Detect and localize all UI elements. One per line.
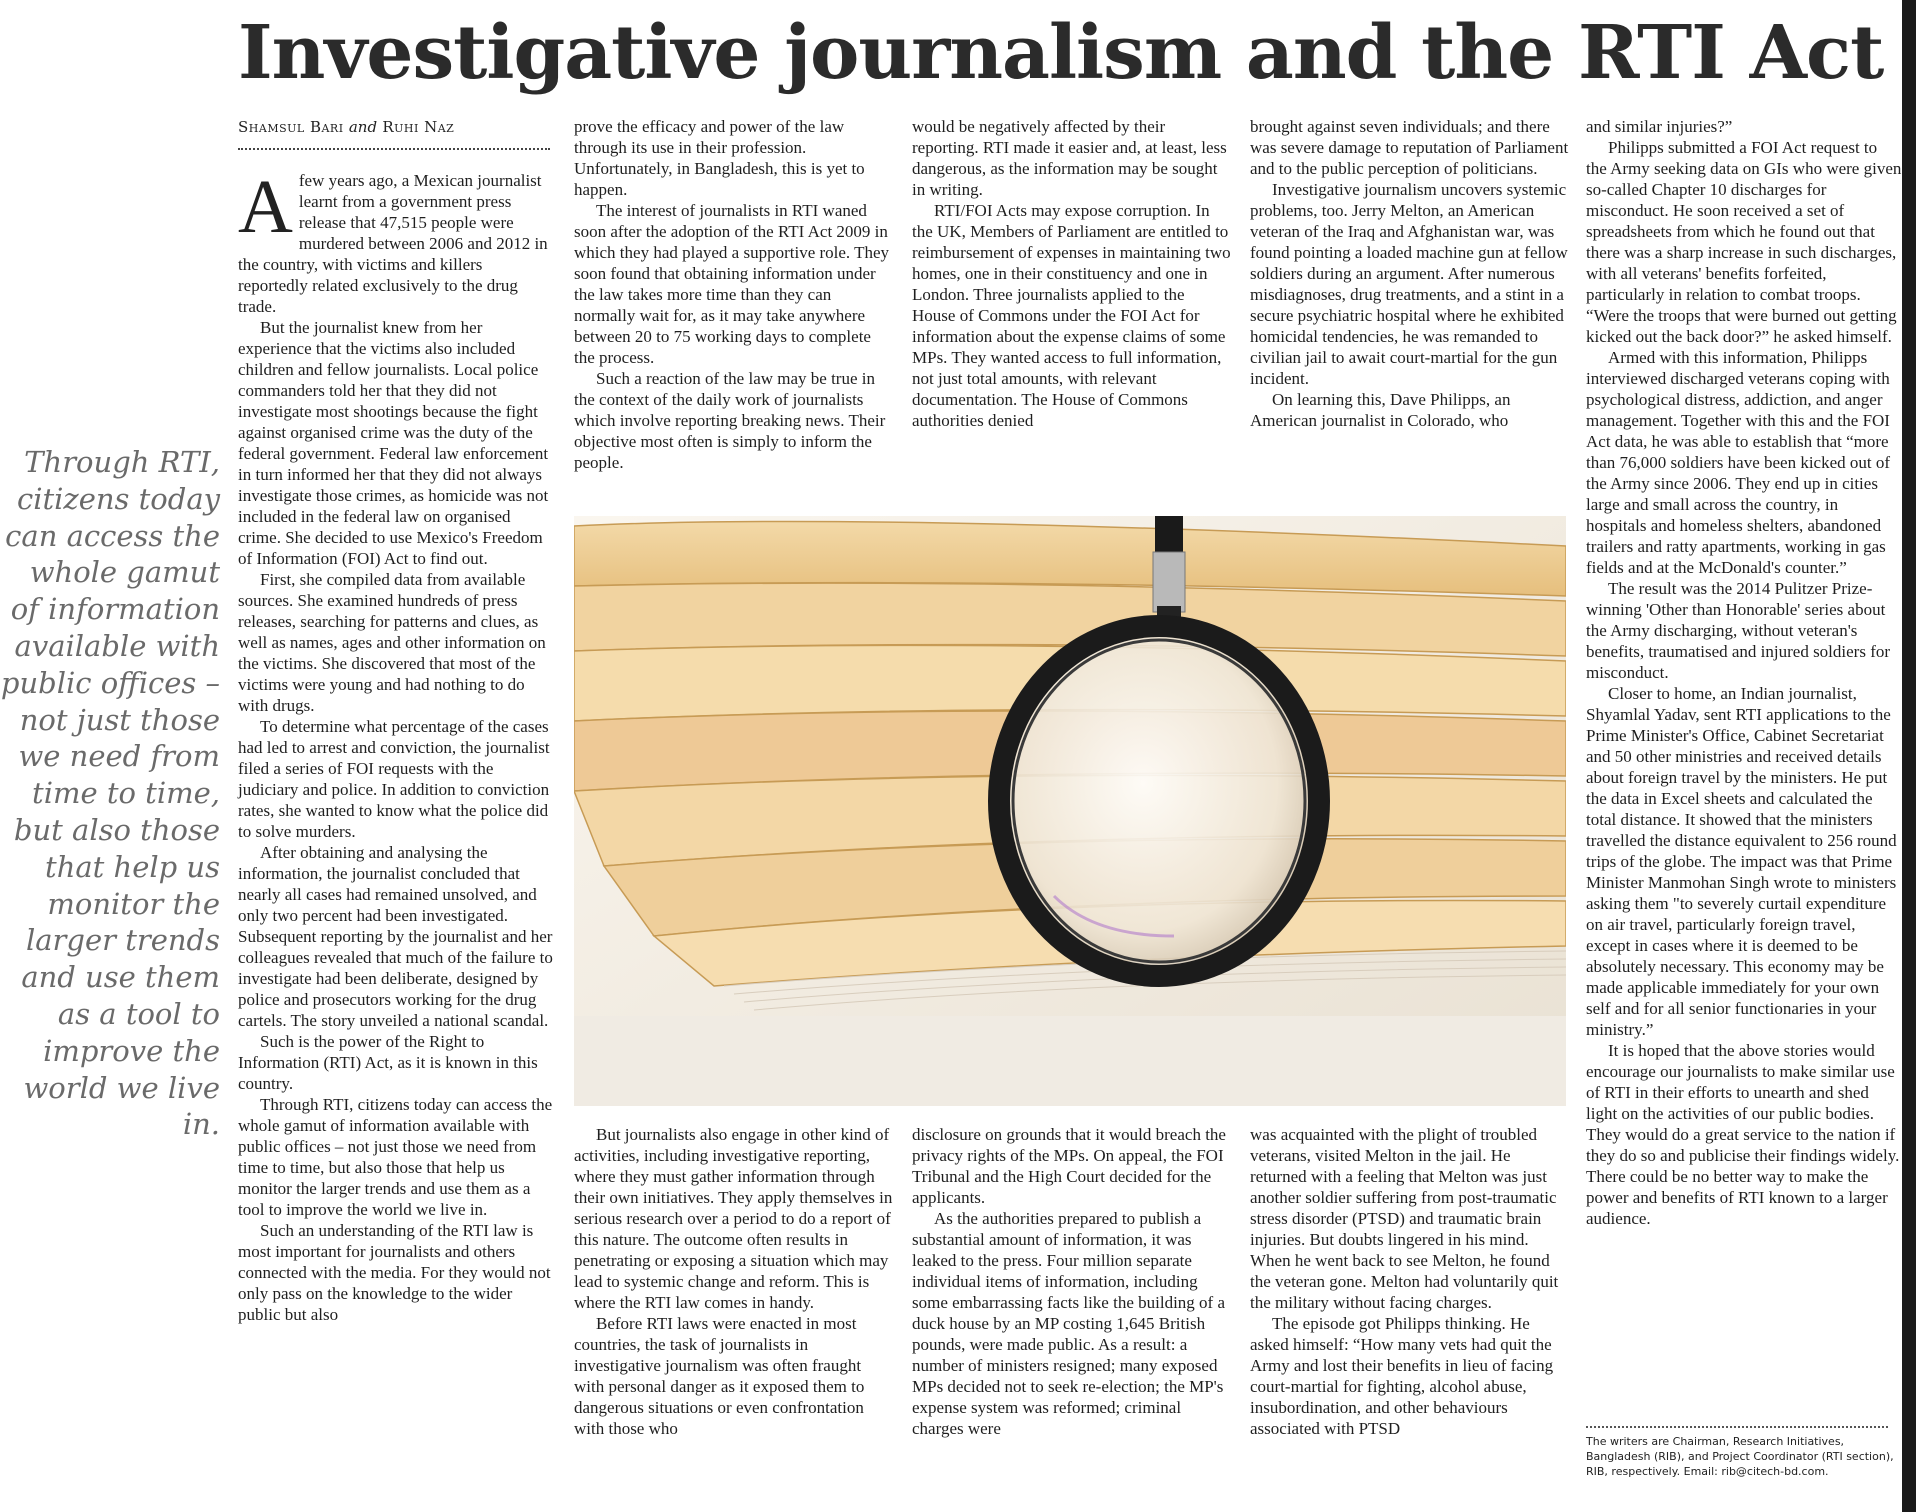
page-edge: [1902, 0, 1916, 1512]
author-2: Ruhi Naz: [382, 118, 455, 136]
byline: [238, 118, 454, 136]
article-paragraph: As the authorities prepared to publish a substantial amount of information, it was leaked to the press. Four million separate individual items of information, including some embarrassing facts like the building of a duck house by an MP costing 1,645 British pounds, were made public. As a result: a number of ministers resigned; many exposed MPs decided not to seek re-election; the MP's expense system was reformed; criminal charges were: [912, 1209, 1225, 1438]
article-paragraph: After obtaining and analysing the information, the journalist concluded that nearly all cases had remained unsolved, and only two percent had been investigated. Subsequent reporting by the journalist and her colleagues revealed that much of the failure to investigate had been deliberate, designed by police and prosecutors working for the drug cartels. The story unveiled a national scandal.: [238, 843, 553, 1030]
article-paragraph: Philipps submitted a FOI Act request to the Army seeking data on GIs who were given so-called Chapter 10 discharges for misconduct. He soon received a set of spreadsheets from which he found out that there was a sharp increase in such discharges, with all veterans' benefits forfeited, particularly in relation to combat troops. “Were the troops that were burned out getting kicked out the back door?” he asked himself.: [1586, 138, 1902, 346]
magnifying-glass-icon: [574, 516, 1566, 1106]
article-paragraph: Such an understanding of the RTI law is most important for journalists and others connected with the media. For they would not only pass on the knowledge to the wider public but also: [238, 1221, 551, 1324]
headline: Investigative journalism and the RTI Act: [238, 10, 1884, 96]
pull-quote: Through RTI, citizens today can access the whole gamut of information available with public offices – not just those we need from time to time, but also those that help us monitor the larger trends and use them as a tool to improve the world we live in.: [0, 445, 220, 1142]
article-paragraph: On learning this, Dave Philipps, an American journalist in Colorado, who: [1250, 390, 1511, 430]
article-paragraph: brought against seven individuals; and there was severe damage to reputation of Parliament and to the public perception of politicians.: [1250, 117, 1569, 178]
author-1: Shamsul Bari: [238, 118, 344, 136]
author-credits: The writers are Chairman, Research Initiatives, Bangladesh (RIB), and Project Coordinator (RTI section), RIB, respectively. Email: rib@citech-bd.com.: [1586, 1435, 1894, 1478]
byline-divider: [238, 148, 550, 150]
article-paragraph: Such is the power of the Right to Information (RTI) Act, as it is known in this country.: [238, 1032, 538, 1093]
article-paragraph: To determine what percentage of the cases had led to arrest and conviction, the journalist filed a series of FOI requests with the judiciary and police. In addition to conviction rates, she wanted to know what the police did to solve murders.: [238, 717, 550, 841]
article-paragraph: The result was the 2014 Pulitzer Prize-winning 'Other than Honorable' series about the Army discharging, without veteran's benefits, traumatised and injured soldiers for misconduct.: [1586, 579, 1891, 682]
article-paragraph: and similar injuries?”: [1586, 117, 1733, 136]
article-paragraph: RTI/FOI Acts may expose corruption. In the UK, Members of Parliament are entitled to reimbursement of expenses in maintaining two homes, one in their constituency and one in London. Three journalists applied to the House of Commons under the FOI Act for information about the expense claims of some MPs. They wanted access to full information, not just total amounts, with relevant documentation. The House of Commons authorities denied: [912, 201, 1231, 430]
article-paragraph: Before RTI laws were enacted in most countries, the task of journalists in investigative journalism was often fraught with personal danger as it exposed them to dangerous situations or even confrontation with those who: [574, 1314, 865, 1438]
article-column-2-bottom: [574, 1124, 894, 1439]
article-paragraph: But the journalist knew from her experience that the victims also included children and fellow journalists. Local police commanders told her that they did not investigate most shootings because the fight against organised crime was the duty of the federal government. Federal law enforcement in turn informed her that they did not always investigate those crimes, as homicide was not included in the federal law on organised crime. She decided to use Mexico's Freedom of Information (FOI) Act to find out.: [238, 318, 549, 568]
article-paragraph: [238, 165, 554, 317]
article-paragraph: prove the efficacy and power of the law through its use in their profession. Unfortunately, in Bangladesh, this is yet to happen.: [574, 117, 865, 199]
article-column-3-bottom: [912, 1124, 1232, 1439]
article-column-2-top: [574, 116, 894, 473]
byline-conjunction: and: [348, 118, 378, 136]
article-paragraph: Closer to home, an Indian journalist, Shyamlal Yadav, sent RTI applications to the Prime Minister's Office, Cabinet Secretariat and 50 other ministries and received details about foreign travel by the ministers. He put the data in Excel sheets and calculated the total distance. It showed that the ministers travelled the distance equivalent to 256 round trips of the globe. The impact was that Prime Minister Manmohan Singh wrote to ministers asking them "to severely curtail expenditure on air travel, particularly foreign travel, except in cases where it is deemed to be absolutely necessary. This economy may be made applicable immediately for your own self and for all senior functionaries in your ministry.”: [1586, 684, 1897, 1039]
article-paragraph: Through RTI, citizens today can access the whole gamut of information available with public offices – not just those we need from time to time, but also those that help us monitor the larger trends and use them as a tool to improve the world we live in.: [238, 1095, 553, 1219]
paragraph-text: few years ago, a Mexican journalist learnt from a government press release that 47,515 people were murdered between 2006 and 2012 in the country, with victims and killers reportedly related exclusively to the drug trade.: [238, 171, 548, 316]
credits-divider: [1586, 1426, 1888, 1428]
article-paragraph: It is hoped that the above stories would encourage our journalists to make similar use of RTI in their efforts to unearth and shed light on the activities of our public bodies. They would do a great service to the nation if they do so and publicise their findings widely. There could be no better way to make the power and benefits of RTI known to a larger audience.: [1586, 1041, 1900, 1228]
article-paragraph: disclosure on grounds that it would breach the privacy rights of the MPs. On appeal, the FOI Tribunal and the High Court decided for the applicants.: [912, 1125, 1226, 1207]
article-paragraph: was acquainted with the plight of troubled veterans, visited Melton in the jail. He returned with a feeling that Melton was just another soldier suffering from post-traumatic stress disorder (PTSD) and traumatic brain injuries. But doubts lingered in his mind. When he went back to see Melton, he found the veteran gone. Melton had voluntarily quit the military without facing charges.: [1250, 1125, 1559, 1312]
article-paragraph: The interest of journalists in RTI waned soon after the adoption of the RTI Act 2009 in which they had played a supportive role. They soon found that obtaining information under the law takes more time than they can normally wait for, as it may take anywhere between 20 to 75 working days to complete the process.: [574, 201, 890, 367]
drop-cap: A: [238, 165, 293, 249]
article-paragraph: But journalists also engage in other kind of activities, including investigative reporting, where they must gather information through their own initiatives. They apply themselves in serious research over a period to do a report of this nature. The outcome often results in penetrating or exposing a situation which may lead to systemic change and reform. This is where the RTI law comes in handy.: [574, 1125, 893, 1312]
article-paragraph: Investigative journalism uncovers systemic problems, too. Jerry Melton, an American veteran of the Iraq and Afghanistan war, was found pointing a loaded machine gun at fellow soldiers during an argument. After numerous misdiagnoses, drug treatments, and a stint in a secure psychiatric hospital where he exhibited homicidal tendencies, he was remanded to civilian jail to await court-martial for the gun incident.: [1250, 180, 1568, 388]
article-paragraph: would be negatively affected by their reporting. RTI made it easier and, at least, less dangerous, as the information may be sought in writing.: [912, 117, 1227, 199]
article-column-4-bottom: [1250, 1124, 1570, 1439]
article-paragraph: The episode got Philipps thinking. He asked himself: “How many vets had quit the Army and lost their benefits in lieu of facing court-martial for fighting, alcohol abuse, insubordination, and other behaviours associated with PTSD: [1250, 1314, 1554, 1438]
article-paragraph: Such a reaction of the law may be true in the context of the daily work of journalists which involve reporting breaking news. Their objective most often is simply to inform the people.: [574, 369, 886, 472]
article-paragraph: First, she compiled data from available sources. She examined hundreds of press releases, searching for patterns and clues, as well as names, ages and other information on the victims. She discovered that most of the victims were young and had nothing to do with drugs.: [238, 570, 546, 715]
article-column-4-top: [1250, 116, 1570, 431]
article-column-5: [1586, 116, 1902, 1229]
magnifying-glass-over-files-photo: [574, 516, 1566, 1106]
article-column-3-top: [912, 116, 1232, 431]
article-column-1: [238, 165, 554, 1325]
article-paragraph: Armed with this information, Philipps interviewed discharged veterans coping with psychological distress, addiction, and anger management. Together with this and the FOI Act data, he was able to establish that “more than 76,000 soldiers have been kicked out of the Army since 2006. They end up in cities large and small across the country, in hospitals and homeless shelters, abandoned trailers and ratty apartments, working in gas fields and at the McDonald's counter.”: [1586, 348, 1891, 577]
